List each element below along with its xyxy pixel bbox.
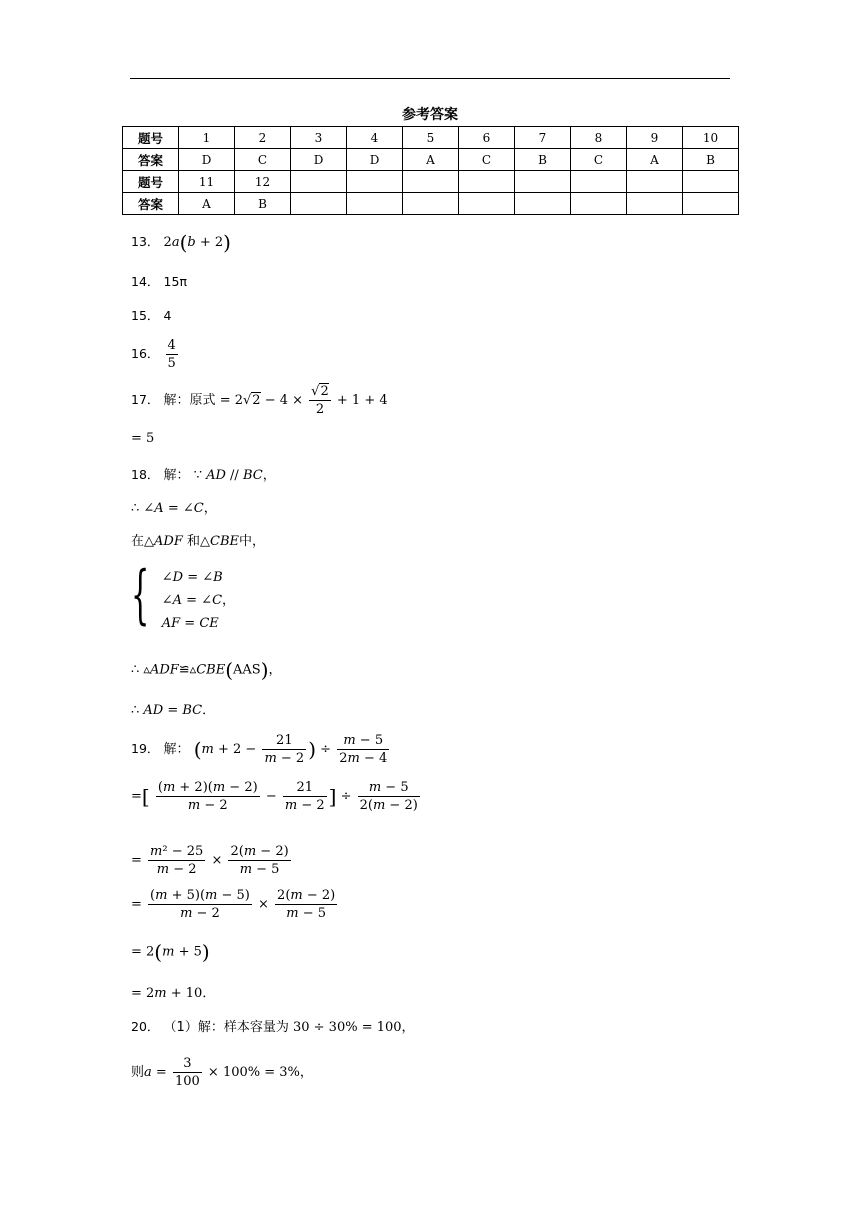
table-cell <box>515 193 571 215</box>
table-cell: B <box>235 193 291 215</box>
answer-value: 4 <box>163 308 172 323</box>
question-number: 17． <box>131 392 160 407</box>
table-cell: 12 <box>235 171 291 193</box>
question-number: 13． <box>131 234 160 249</box>
question-number: 19． <box>131 741 160 756</box>
answer-20: 20． （1）解：样本容量为 30 ÷ 30% = 100， <box>131 1019 415 1035</box>
table-cell <box>403 193 459 215</box>
row-header: 答案 <box>123 149 179 171</box>
answer-row <box>123 149 739 171</box>
table-cell <box>459 171 515 193</box>
text: 则 <box>131 1065 145 1080</box>
question-number: 16． <box>131 346 160 361</box>
answer-14 <box>131 273 187 292</box>
solution-intro: 解： <box>163 742 190 757</box>
question-number: 20． <box>131 1019 160 1034</box>
answer-18-step: ∴ AD = BC． <box>131 703 216 718</box>
answer-19-step: = $\frac{\text{m² − 25}}{m - 2}$ × $\frac{2(m - 2)}{m - 5}$ <box>131 844 289 877</box>
table-cell: 6 <box>459 127 515 149</box>
table-cell: D <box>291 149 347 171</box>
table-cell <box>291 193 347 215</box>
table-cell <box>403 171 459 193</box>
text: 在 <box>131 534 145 549</box>
answer-19-step: = $\frac{(m + 5)(m - 5)}{m - 2}$ × $\frac{2(m - 2)}{m - 5}$ <box>131 888 336 921</box>
text: 和 <box>187 534 201 549</box>
table-cell <box>683 193 739 215</box>
page-title: 参考答案 <box>402 107 458 123</box>
answer-18: 18． 解： ∵ AD // BC， <box>131 467 276 483</box>
table-cell: 3 <box>291 127 347 149</box>
table-cell <box>571 171 627 193</box>
table-cell: 2 <box>235 127 291 149</box>
table-cell: 8 <box>571 127 627 149</box>
table-cell <box>627 171 683 193</box>
table-cell <box>571 193 627 215</box>
header-rule <box>130 78 730 79</box>
answer-19-step: =[ $\frac{(m + 2)(m - 2)}{m - 2}$ − $\frac{21}{m - 2}$ ] ÷ $\frac{m - 5}{2(m - 2)}$ <box>131 780 418 813</box>
answer-15 <box>131 307 172 326</box>
table-cell: 1 <box>179 127 235 149</box>
answer-value: 15π <box>163 274 187 289</box>
table-cell <box>515 171 571 193</box>
table-cell: A <box>179 193 235 215</box>
table-cell: A <box>627 149 683 171</box>
table-cell: A <box>403 149 459 171</box>
row-header: 题号 <box>123 171 179 193</box>
answer-19: 19． 解： (m + 2 − $\frac{21}{m - 2}$ ) ÷ $\frac{m - 5}{2m - 4}$ <box>131 733 388 766</box>
answer-13: 13． 2a(b + 2) <box>131 230 231 255</box>
answer-17: 17． 解：原式 = 2√2 − 4 × $\frac{√2}{2}$ + 1 + 4 <box>131 384 388 417</box>
table-cell: D <box>179 149 235 171</box>
answer-19-result: = 2m + 10． <box>131 986 216 1001</box>
table-cell: 4 <box>347 127 403 149</box>
table-cell <box>459 193 515 215</box>
question-number: 15． <box>131 308 160 323</box>
solution-intro: 解： <box>163 468 190 483</box>
answer-16: 16． $\frac{4}{5}$ <box>131 338 176 371</box>
answer-18-step: ∴ ∠A = ∠C， <box>131 501 217 516</box>
table-cell: B <box>515 149 571 171</box>
table-cell: 5 <box>403 127 459 149</box>
answer-20-step: 则a = $\frac{3}{100}$ × 100% = 3%， <box>131 1056 313 1089</box>
table-cell: 9 <box>627 127 683 149</box>
answer-table <box>122 126 739 215</box>
question-number: 18． <box>131 467 160 482</box>
table-cell: 10 <box>683 127 739 149</box>
table-cell <box>291 171 347 193</box>
question-number: 14． <box>131 274 160 289</box>
table-cell: C <box>459 149 515 171</box>
row-header: 题号 <box>123 127 179 149</box>
table-cell <box>683 171 739 193</box>
table-cell: 11 <box>179 171 235 193</box>
table-cell: C <box>571 149 627 171</box>
table-cell <box>347 171 403 193</box>
answer-18-step: ∴ ▵ADF≌▵CBE(AAS)， <box>131 658 282 682</box>
answer-17-result: = 5 <box>131 431 155 446</box>
question-number-row <box>123 127 739 149</box>
question-number-row <box>123 171 739 193</box>
answer-19-step: = 2(m + 5) <box>131 940 210 964</box>
table-cell: D <box>347 149 403 171</box>
table-cell: B <box>683 149 739 171</box>
table-cell <box>627 193 683 215</box>
table-cell: 7 <box>515 127 571 149</box>
text: 中， <box>239 534 266 549</box>
answer-18-step: 在△ADF 和△CBE中， <box>131 534 266 549</box>
answer-18-system: { ∠D = ∠B ∠A = ∠C， AF = CE <box>131 558 236 632</box>
table-cell: C <box>235 149 291 171</box>
table-cell <box>347 193 403 215</box>
answer-row <box>123 193 739 215</box>
solution-intro: （1）解：样本容量为 <box>163 1020 289 1035</box>
solution-intro: 解：原式 <box>163 393 216 408</box>
row-header: 答案 <box>123 193 179 215</box>
